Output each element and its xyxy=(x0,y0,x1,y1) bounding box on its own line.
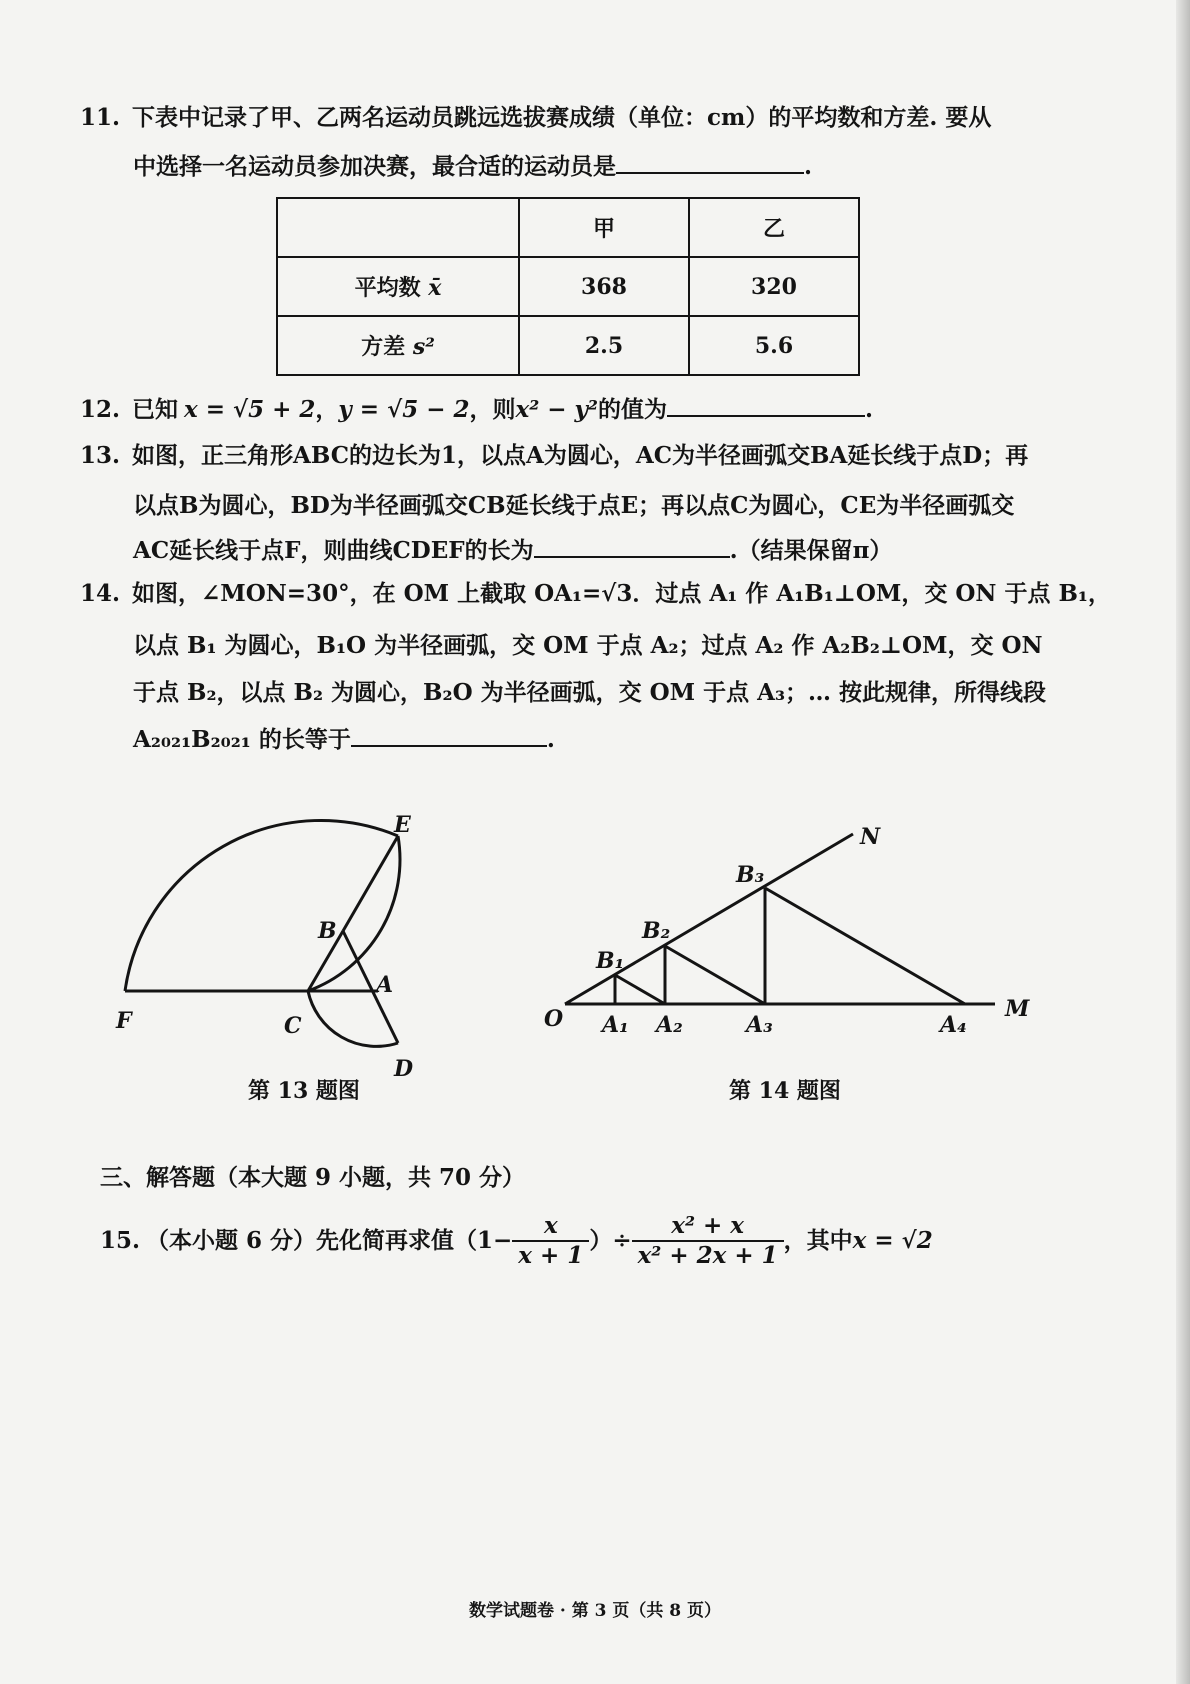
math-expression: x² − y² xyxy=(515,396,598,423)
question-number: 14. xyxy=(80,580,121,607)
fraction-denominator: x² + 2x + 1 xyxy=(637,1241,778,1269)
answer-blank[interactable] xyxy=(351,745,547,747)
table-header-cell: 乙 xyxy=(689,198,859,257)
segment-be xyxy=(343,836,398,931)
row-symbol: x̄ xyxy=(428,275,442,301)
row-label xyxy=(277,257,519,316)
section-note: （本大题 9 小题，共 70 分） xyxy=(215,1164,526,1191)
table-row xyxy=(277,257,859,316)
question-text: .（结果保留π） xyxy=(729,537,893,564)
question-text: 中选择一名运动员参加决赛，最合适的运动员是 xyxy=(133,153,616,180)
label-a2: A₂ xyxy=(656,1012,683,1038)
answer-blank[interactable] xyxy=(534,556,730,558)
label-b: B xyxy=(318,918,337,944)
label-m: M xyxy=(1005,996,1030,1022)
question-15 xyxy=(100,1212,933,1269)
segment-b2a3 xyxy=(665,946,765,1004)
fraction-numerator: x xyxy=(512,1212,589,1242)
fraction-2 xyxy=(632,1212,784,1269)
question-13-line3 xyxy=(133,532,892,565)
question-12: 12. 已知 x = √5 + 2，y = √5 − 2，则x² − y²的值为 . xyxy=(80,396,874,423)
table-cell: 5.6 xyxy=(689,316,859,375)
label-b2: B₂ xyxy=(642,918,671,944)
figure-14 xyxy=(540,812,1050,1047)
row-label-text: 平均数 xyxy=(354,275,421,301)
score-table xyxy=(276,197,860,376)
question-text: AC延长线于点F，则曲线CDEF的长为 xyxy=(133,537,534,564)
question-text: ，其中 xyxy=(783,1226,853,1254)
label-a4: A₄ xyxy=(940,1012,967,1038)
label-b3: B₃ xyxy=(736,862,765,888)
table-row xyxy=(277,316,859,375)
question-11-line2: 中选择一名运动员参加决赛，最合适的运动员是 . xyxy=(133,153,813,180)
question-14-line4: A₂₀₂₁B₂₀₂₁ 的长等于 . xyxy=(133,726,555,753)
table-cell: 368 xyxy=(519,257,689,316)
label-c: C xyxy=(284,1013,302,1039)
question-14-line2: 以点 B₁ 为圆心，B₁O 为半径画弧，交 OM 于点 A₂；过点 A₂ 作 A₂B₂⊥OM，交 ON xyxy=(133,632,1043,659)
question-text: 如图，∠MON=30°，在 OM 上截取 OA₁=√3．过点 A₁ 作 A₁B₁⊥OM，交 ON 于点 B₁， xyxy=(132,580,1111,607)
figure-13-caption: 第 13 题图 xyxy=(248,1078,360,1104)
label-a: A xyxy=(376,972,394,998)
label-a3: A₃ xyxy=(746,1012,773,1038)
question-number: 15. xyxy=(100,1226,141,1254)
math-expression: x = √2 xyxy=(852,1226,933,1254)
fraction-numerator: x² + x xyxy=(632,1212,784,1242)
label-f: F xyxy=(116,1008,132,1034)
question-text: ，则 xyxy=(469,396,516,423)
question-number: 13. xyxy=(80,442,121,469)
ray-on xyxy=(565,834,853,1004)
answer-blank[interactable] xyxy=(616,172,804,174)
question-text: A₂₀₂₁B₂₀₂₁ 的长等于 xyxy=(133,726,351,753)
answer-blank[interactable] xyxy=(667,415,865,417)
segment-b3a4 xyxy=(765,888,965,1004)
label-d: D xyxy=(394,1056,414,1080)
label-b1: B₁ xyxy=(596,948,625,974)
fraction-denominator: x + 1 xyxy=(518,1241,584,1269)
question-13-line2: 以点B为圆心，BD为半径画弧交CB延长线于点E；再以点C为圆心，CE为半径画弧交 xyxy=(133,492,1015,519)
page-footer: 数学试题卷 · 第 3 页（共 8 页） xyxy=(468,1601,722,1621)
label-a1: A₁ xyxy=(602,1012,629,1038)
question-number: 12. xyxy=(80,396,121,423)
table-cell: 2.5 xyxy=(519,316,689,375)
table-cell: 320 xyxy=(689,257,859,316)
math-expression: x = √5 + 2 xyxy=(184,396,316,423)
figure-13 xyxy=(110,800,440,1080)
question-13 xyxy=(80,444,1028,467)
fraction-1 xyxy=(512,1212,589,1269)
row-label xyxy=(277,316,519,375)
section-heading xyxy=(100,1166,525,1189)
row-symbol: s² xyxy=(412,334,435,360)
section-title: 三、解答题 xyxy=(100,1164,215,1191)
question-text: 如图，正三角形ABC的边长为1，以点A为圆心，AC为半径画弧交BA延长线于点D；再 xyxy=(132,442,1029,469)
table-header-cell: 甲 xyxy=(519,198,689,257)
label-e: E xyxy=(394,812,411,838)
question-text: 的值为 xyxy=(598,396,667,423)
table-header-row xyxy=(277,198,859,257)
question-text: ）÷ xyxy=(589,1226,632,1254)
question-11 xyxy=(80,106,991,129)
question-text: （本小题 6 分）先化简再求值（1− xyxy=(146,1226,513,1254)
question-14 xyxy=(80,582,1111,605)
segment-b1a2 xyxy=(615,975,665,1004)
question-14-line3: 于点 B₂，以点 B₂ 为圆心，B₂O 为半径画弧，交 OM 于点 A₃；… 按此规律，所得线段 xyxy=(133,679,1047,706)
page-edge-shadow xyxy=(1176,0,1190,1684)
table-header-cell xyxy=(277,198,519,257)
question-text: 已知 xyxy=(132,396,178,423)
label-o: O xyxy=(544,1006,564,1032)
row-label-text: 方差 xyxy=(361,334,406,360)
question-text: 下表中记录了甲、乙两名运动员跳远选拔赛成绩（单位：cm）的平均数和方差. 要从 xyxy=(132,104,992,131)
figure-14-caption: 第 14 题图 xyxy=(729,1078,841,1104)
math-expression: y = √5 − 2 xyxy=(338,396,470,423)
label-n: N xyxy=(860,824,881,850)
question-number: 11. xyxy=(80,104,121,131)
